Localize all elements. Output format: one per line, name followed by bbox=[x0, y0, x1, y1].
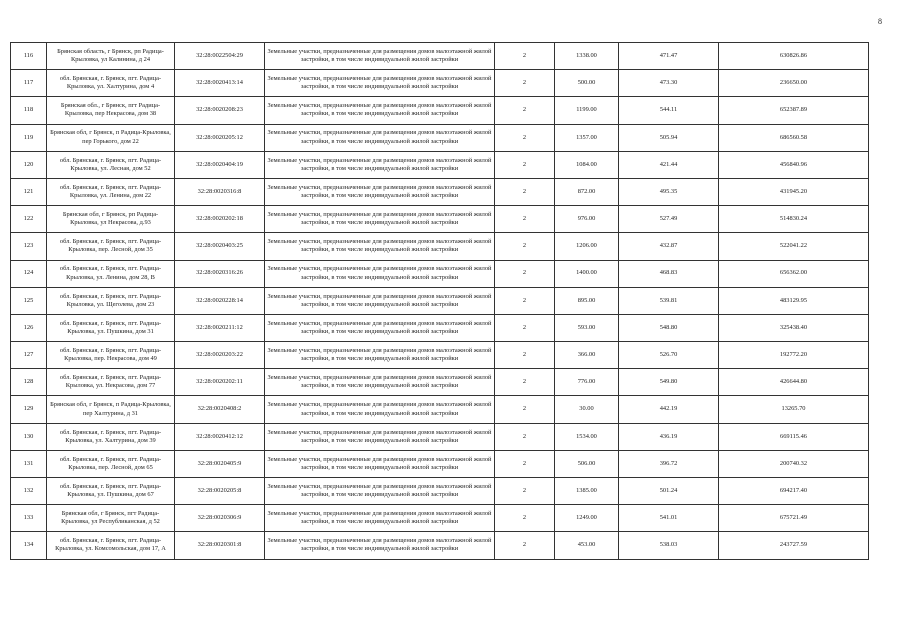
group-cell: 2 bbox=[495, 314, 555, 341]
area-cell: 1534.00 bbox=[555, 423, 619, 450]
land-use-cell: Земельные участки, предназначенные для размещения домов малоэтажной жилой застройки, в том числе индивидуальной жилой застройки bbox=[265, 97, 495, 124]
land-use-cell: Земельные участки, предназначенные для размещения домов малоэтажной жилой застройки, в том числе индивидуальной жилой застройки bbox=[265, 43, 495, 70]
area-cell: 895.00 bbox=[555, 287, 619, 314]
address-cell: Брянская обл, г Брянск, п Радица-Крыловка, пер Халтурина, д 31 bbox=[47, 396, 175, 423]
table-row bbox=[11, 151, 869, 178]
table-row bbox=[11, 70, 869, 97]
area-cell: 976.00 bbox=[555, 206, 619, 233]
land-use-cell: Земельные участки, предназначенные для размещения домов малоэтажной жилой застройки, в том числе индивидуальной жилой застройки bbox=[265, 260, 495, 287]
table-row bbox=[11, 505, 869, 532]
row-number-cell: 129 bbox=[11, 396, 47, 423]
area-cell: 506.00 bbox=[555, 450, 619, 477]
row-number-cell: 125 bbox=[11, 287, 47, 314]
land-use-cell: Земельные участки, предназначенные для размещения домов малоэтажной жилой застройки, в том числе индивидуальной жилой застройки bbox=[265, 505, 495, 532]
address-cell: обл. Брянская, г. Брянск, пгт. Радица-Крыловка, ул. Халтурина, дом 4 bbox=[47, 70, 175, 97]
table-row bbox=[11, 396, 869, 423]
cadastral-number-cell: 32:28:0020413:14 bbox=[175, 70, 265, 97]
land-use-cell: Земельные участки, предназначенные для размещения домов малоэтажной жилой застройки, в том числе индивидуальной жилой застройки bbox=[265, 124, 495, 151]
specific-value-cell: 396.72 bbox=[619, 450, 719, 477]
land-use-cell: Земельные участки, предназначенные для размещения домов малоэтажной жилой застройки, в том числе индивидуальной жилой застройки bbox=[265, 178, 495, 205]
group-cell: 2 bbox=[495, 532, 555, 559]
area-cell: 872.00 bbox=[555, 178, 619, 205]
area-cell: 453.00 bbox=[555, 532, 619, 559]
cadastral-value-cell: 686560.58 bbox=[719, 124, 869, 151]
group-cell: 2 bbox=[495, 505, 555, 532]
cadastral-number-cell: 32:28:0020205:8 bbox=[175, 478, 265, 505]
row-number-cell: 117 bbox=[11, 70, 47, 97]
cadastral-number-cell: 32:28:0020203:22 bbox=[175, 342, 265, 369]
land-use-cell: Земельные участки, предназначенные для размещения домов малоэтажной жилой застройки, в том числе индивидуальной жилой застройки bbox=[265, 532, 495, 559]
specific-value-cell: 538.03 bbox=[619, 532, 719, 559]
land-use-cell: Земельные участки, предназначенные для размещения домов малоэтажной жилой застройки, в том числе индивидуальной жилой застройки bbox=[265, 369, 495, 396]
cadastral-number-cell: 32:28:0020405:9 bbox=[175, 450, 265, 477]
address-cell: обл. Брянская, г. Брянск, пгт. Радица-Крыловка, ул. Щеголева, дом 23 bbox=[47, 287, 175, 314]
cadastral-number-cell: 32:28:0020316:26 bbox=[175, 260, 265, 287]
table-row bbox=[11, 532, 869, 559]
group-cell: 2 bbox=[495, 450, 555, 477]
land-use-cell: Земельные участки, предназначенные для размещения домов малоэтажной жилой застройки, в том числе индивидуальной жилой застройки bbox=[265, 478, 495, 505]
land-use-cell: Земельные участки, предназначенные для размещения домов малоэтажной жилой застройки, в том числе индивидуальной жилой застройки bbox=[265, 342, 495, 369]
area-cell: 1400.00 bbox=[555, 260, 619, 287]
land-use-cell: Земельные участки, предназначенные для размещения домов малоэтажной жилой застройки, в том числе индивидуальной жилой застройки bbox=[265, 314, 495, 341]
address-cell: обл. Брянская, г. Брянск, пгт. Радица-Крыловка, ул. Ленина, дом 28, В bbox=[47, 260, 175, 287]
cadastral-number-cell: 32:28:0020412:12 bbox=[175, 423, 265, 450]
group-cell: 2 bbox=[495, 369, 555, 396]
row-number-cell: 134 bbox=[11, 532, 47, 559]
land-use-cell: Земельные участки, предназначенные для размещения домов малоэтажной жилой застройки, в том числе индивидуальной жилой застройки bbox=[265, 396, 495, 423]
cadastral-number-cell: 32:28:0020301:8 bbox=[175, 532, 265, 559]
row-number-cell: 132 bbox=[11, 478, 47, 505]
specific-value-cell: 548.80 bbox=[619, 314, 719, 341]
cadastral-value-cell: 630826.86 bbox=[719, 43, 869, 70]
address-cell: Брянская обл, г Брянск, пгт Радица-Крыловка, ул Республиканская, д 52 bbox=[47, 505, 175, 532]
area-cell: 1249.00 bbox=[555, 505, 619, 532]
cadastral-value-cell: 200740.32 bbox=[719, 450, 869, 477]
specific-value-cell: 501.24 bbox=[619, 478, 719, 505]
area-cell: 366.00 bbox=[555, 342, 619, 369]
land-use-cell: Земельные участки, предназначенные для размещения домов малоэтажной жилой застройки, в том числе индивидуальной жилой застройки bbox=[265, 450, 495, 477]
specific-value-cell: 541.01 bbox=[619, 505, 719, 532]
group-cell: 2 bbox=[495, 97, 555, 124]
cadastral-value-cell: 456840.96 bbox=[719, 151, 869, 178]
group-cell: 2 bbox=[495, 260, 555, 287]
land-use-cell: Земельные участки, предназначенные для размещения домов малоэтажной жилой застройки, в том числе индивидуальной жилой застройки bbox=[265, 151, 495, 178]
table-row bbox=[11, 43, 869, 70]
row-number-cell: 116 bbox=[11, 43, 47, 70]
land-use-cell: Земельные участки, предназначенные для размещения домов малоэтажной жилой застройки, в том числе индивидуальной жилой застройки bbox=[265, 233, 495, 260]
group-cell: 2 bbox=[495, 124, 555, 151]
cadastral-number-cell: 32:28:0020211:12 bbox=[175, 314, 265, 341]
address-cell: обл. Брянская, г. Брянск, пгт. Радица-Крыловка, ул. Халтурина, дом 39 bbox=[47, 423, 175, 450]
group-cell: 2 bbox=[495, 478, 555, 505]
address-cell: Брянская обл., г Брянск, пгт Радица-Крыловка, пер Некрасова, дом 38 bbox=[47, 97, 175, 124]
specific-value-cell: 468.83 bbox=[619, 260, 719, 287]
cadastral-number-cell: 32:28:0020228:14 bbox=[175, 287, 265, 314]
address-cell: обл. Брянская, г. Брянск, пгт. Радица-Крыловка, ул. Пушкина, дом 67 bbox=[47, 478, 175, 505]
address-cell: Брянская обл, г Брянск, п Радица-Крыловка, пер Горького, дом 22 bbox=[47, 124, 175, 151]
group-cell: 2 bbox=[495, 423, 555, 450]
address-cell: обл. Брянская, г. Брянск, пгт. Радица-Крыловка, ул. Пушкина, дом 31 bbox=[47, 314, 175, 341]
area-cell: 500.00 bbox=[555, 70, 619, 97]
row-number-cell: 131 bbox=[11, 450, 47, 477]
table-row bbox=[11, 178, 869, 205]
table-row bbox=[11, 314, 869, 341]
specific-value-cell: 421.44 bbox=[619, 151, 719, 178]
address-cell: обл. Брянская, г. Брянск, пгт. Радица-Крыловка, пер. Некрасова, дом 49 bbox=[47, 342, 175, 369]
row-number-cell: 128 bbox=[11, 369, 47, 396]
group-cell: 2 bbox=[495, 206, 555, 233]
area-cell: 776.00 bbox=[555, 369, 619, 396]
area-cell: 1385.00 bbox=[555, 478, 619, 505]
table-row bbox=[11, 478, 869, 505]
group-cell: 2 bbox=[495, 396, 555, 423]
cadastral-number-cell: 32:28:0020208:23 bbox=[175, 97, 265, 124]
land-use-cell: Земельные участки, предназначенные для размещения домов малоэтажной жилой застройки, в том числе индивидуальной жилой застройки bbox=[265, 423, 495, 450]
specific-value-cell: 549.80 bbox=[619, 369, 719, 396]
area-cell: 1206.00 bbox=[555, 233, 619, 260]
land-use-cell: Земельные участки, предназначенные для размещения домов малоэтажной жилой застройки, в том числе индивидуальной жилой застройки bbox=[265, 206, 495, 233]
cadastral-value-cell: 325438.40 bbox=[719, 314, 869, 341]
address-cell: обл. Брянская, г. Брянск, пгт. Радица-Крыловка, ул. Лесная, дом 52 bbox=[47, 151, 175, 178]
page-number: 8 bbox=[878, 17, 882, 26]
cadastral-number-cell: 32:28:0020306:9 bbox=[175, 505, 265, 532]
row-number-cell: 121 bbox=[11, 178, 47, 205]
row-number-cell: 133 bbox=[11, 505, 47, 532]
address-cell: обл. Брянская, г. Брянск, пгт. Радица-Крыловка, ул. Некрасова, дом 77 bbox=[47, 369, 175, 396]
cadastral-number-cell: 32:28:0020408:2 bbox=[175, 396, 265, 423]
area-cell: 1199.00 bbox=[555, 97, 619, 124]
table-row bbox=[11, 342, 869, 369]
table-row bbox=[11, 369, 869, 396]
specific-value-cell: 471.47 bbox=[619, 43, 719, 70]
address-cell: Брянская обл, г Брянск, рп Радица-Крыловка, ул Некрасова, д.93 bbox=[47, 206, 175, 233]
table-row bbox=[11, 260, 869, 287]
cadastral-value-cell: 483129.95 bbox=[719, 287, 869, 314]
table-row bbox=[11, 206, 869, 233]
cadastral-value-cell: 675721.49 bbox=[719, 505, 869, 532]
group-cell: 2 bbox=[495, 342, 555, 369]
area-cell: 1338.00 bbox=[555, 43, 619, 70]
specific-value-cell: 526.70 bbox=[619, 342, 719, 369]
row-number-cell: 120 bbox=[11, 151, 47, 178]
specific-value-cell: 473.30 bbox=[619, 70, 719, 97]
cadastral-value-cell: 431945.20 bbox=[719, 178, 869, 205]
table-row bbox=[11, 97, 869, 124]
cadastral-number-cell: 32:28:0020202:18 bbox=[175, 206, 265, 233]
cadastral-number-cell: 32:28:0020403:25 bbox=[175, 233, 265, 260]
row-number-cell: 122 bbox=[11, 206, 47, 233]
group-cell: 2 bbox=[495, 43, 555, 70]
row-number-cell: 119 bbox=[11, 124, 47, 151]
land-plots-table bbox=[10, 42, 869, 560]
table-body bbox=[11, 43, 869, 560]
group-cell: 2 bbox=[495, 151, 555, 178]
cadastral-value-cell: 669115.46 bbox=[719, 423, 869, 450]
table-row bbox=[11, 233, 869, 260]
row-number-cell: 126 bbox=[11, 314, 47, 341]
cadastral-value-cell: 243727.59 bbox=[719, 532, 869, 559]
cadastral-value-cell: 192772.20 bbox=[719, 342, 869, 369]
address-cell: обл. Брянская, г. Брянск, пгт. Радица-Крыловка, пер. Лесной, дом 65 bbox=[47, 450, 175, 477]
cadastral-value-cell: 656362.00 bbox=[719, 260, 869, 287]
address-cell: обл. Брянская, г. Брянск, пгт. Радица-Крыловка, ул. Комсомольская, дом 17, А bbox=[47, 532, 175, 559]
specific-value-cell: 539.81 bbox=[619, 287, 719, 314]
address-cell: обл. Брянская, г. Брянск, пгт. Радица-Крыловка, пер. Лесной, дом 35 bbox=[47, 233, 175, 260]
table-row bbox=[11, 287, 869, 314]
table-row bbox=[11, 124, 869, 151]
address-cell: обл. Брянская, г. Брянск, пгт. Радица-Крыловка, ул. Ленина, дом 22 bbox=[47, 178, 175, 205]
group-cell: 2 bbox=[495, 70, 555, 97]
land-use-cell: Земельные участки, предназначенные для размещения домов малоэтажной жилой застройки, в том числе индивидуальной жилой застройки bbox=[265, 287, 495, 314]
cadastral-value-cell: 426644.80 bbox=[719, 369, 869, 396]
row-number-cell: 118 bbox=[11, 97, 47, 124]
row-number-cell: 127 bbox=[11, 342, 47, 369]
cadastral-value-cell: 522041.22 bbox=[719, 233, 869, 260]
area-cell: 1084.00 bbox=[555, 151, 619, 178]
group-cell: 2 bbox=[495, 287, 555, 314]
area-cell: 1357.00 bbox=[555, 124, 619, 151]
cadastral-value-cell: 694217.40 bbox=[719, 478, 869, 505]
table-row bbox=[11, 450, 869, 477]
specific-value-cell: 436.19 bbox=[619, 423, 719, 450]
cadastral-number-cell: 32:28:0022504:29 bbox=[175, 43, 265, 70]
cadastral-value-cell: 236650.00 bbox=[719, 70, 869, 97]
row-number-cell: 123 bbox=[11, 233, 47, 260]
table-row bbox=[11, 423, 869, 450]
cadastral-value-cell: 652387.89 bbox=[719, 97, 869, 124]
cadastral-value-cell: 514830.24 bbox=[719, 206, 869, 233]
specific-value-cell: 442.19 bbox=[619, 396, 719, 423]
specific-value-cell: 527.49 bbox=[619, 206, 719, 233]
specific-value-cell: 505.94 bbox=[619, 124, 719, 151]
cadastral-number-cell: 32:28:0020404:19 bbox=[175, 151, 265, 178]
land-use-cell: Земельные участки, предназначенные для размещения домов малоэтажной жилой застройки, в том числе индивидуальной жилой застройки bbox=[265, 70, 495, 97]
specific-value-cell: 432.87 bbox=[619, 233, 719, 260]
specific-value-cell: 495.35 bbox=[619, 178, 719, 205]
group-cell: 2 bbox=[495, 178, 555, 205]
area-cell: 30.00 bbox=[555, 396, 619, 423]
row-number-cell: 124 bbox=[11, 260, 47, 287]
group-cell: 2 bbox=[495, 233, 555, 260]
cadastral-number-cell: 32:28:0020205:12 bbox=[175, 124, 265, 151]
specific-value-cell: 544.11 bbox=[619, 97, 719, 124]
area-cell: 593.00 bbox=[555, 314, 619, 341]
cadastral-number-cell: 32:28:0020202:11 bbox=[175, 369, 265, 396]
row-number-cell: 130 bbox=[11, 423, 47, 450]
address-cell: Брянская область, г Брянск, рп Радица-Крыловка, ул Калинина, д 24 bbox=[47, 43, 175, 70]
cadastral-value-cell: 13265.70 bbox=[719, 396, 869, 423]
cadastral-number-cell: 32:28:0020316:8 bbox=[175, 178, 265, 205]
